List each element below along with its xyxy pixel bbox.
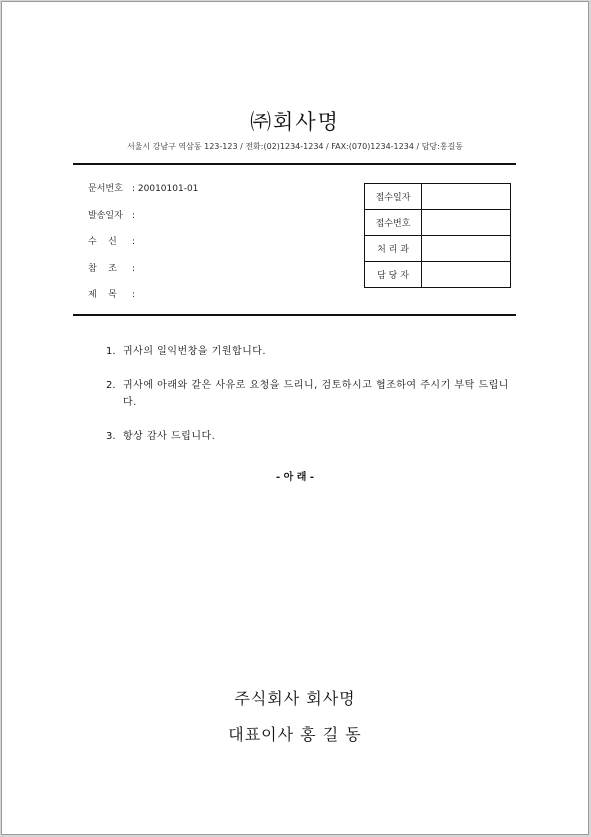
receipt-row (365, 262, 511, 288)
field-document-number (88, 181, 198, 208)
field-label: 수 신 (88, 237, 117, 247)
receipt-value (422, 210, 511, 236)
field-value: : (132, 290, 136, 300)
receipt-row (365, 184, 511, 210)
body-list (106, 343, 510, 462)
field-reference (88, 261, 198, 288)
receipt-label: 접수번호 (365, 210, 422, 236)
field-subject (88, 287, 198, 314)
receipt-row (365, 210, 511, 236)
signature-company: 주식회사 회사명 (234, 689, 356, 708)
field-label: 제 목 (88, 290, 117, 300)
item-text: 항상 감사 드립니다. (123, 431, 216, 442)
document-fields (88, 181, 198, 314)
field-value: : (132, 210, 136, 221)
list-item (106, 428, 510, 445)
field-label: 문서번호 (88, 184, 123, 194)
field-label: 참 조 (88, 263, 117, 274)
field-label: 발송일자 (88, 210, 123, 221)
bottom-rule (73, 314, 516, 316)
item-number: 2. (106, 380, 116, 391)
item-text: 귀사의 일익번창을 기원합니다. (123, 346, 267, 357)
contact-line: 서울시 강남구 역삼동 123-123 / 전화:(02)1234-1234 / FAX:(070)1234-1234 / 담당:홍길동 (126, 142, 464, 151)
receipt-value (422, 184, 511, 210)
signature-representative: 대표이사 홍 길 동 (228, 725, 362, 744)
field-value: : 20010101-01 (132, 184, 199, 194)
receipt-label: 접수일자 (365, 184, 422, 210)
section-marker: - 아 래 - (275, 472, 315, 483)
list-item (106, 377, 510, 411)
receipt-label: 담 당 자 (365, 262, 422, 288)
top-rule (73, 163, 516, 165)
receipt-value (422, 262, 511, 288)
document-page (1, 1, 589, 835)
item-number: 3. (106, 431, 116, 442)
item-text: 귀사에 아래와 같은 사유로 요청을 드리니, 검토하시고 협조하여 주시기 부탁 드립니다. (123, 380, 509, 408)
receipt-value (422, 236, 511, 262)
company-title: ㈜회사명 (250, 110, 340, 134)
field-value: : (132, 237, 136, 247)
item-number: 1. (106, 346, 116, 357)
receipt-row (365, 236, 511, 262)
field-value: : (132, 263, 136, 274)
field-recipient (88, 234, 198, 261)
receipt-label: 처 리 과 (365, 236, 422, 262)
receipt-box (364, 183, 511, 288)
field-send-date (88, 208, 198, 235)
list-item (106, 343, 510, 360)
